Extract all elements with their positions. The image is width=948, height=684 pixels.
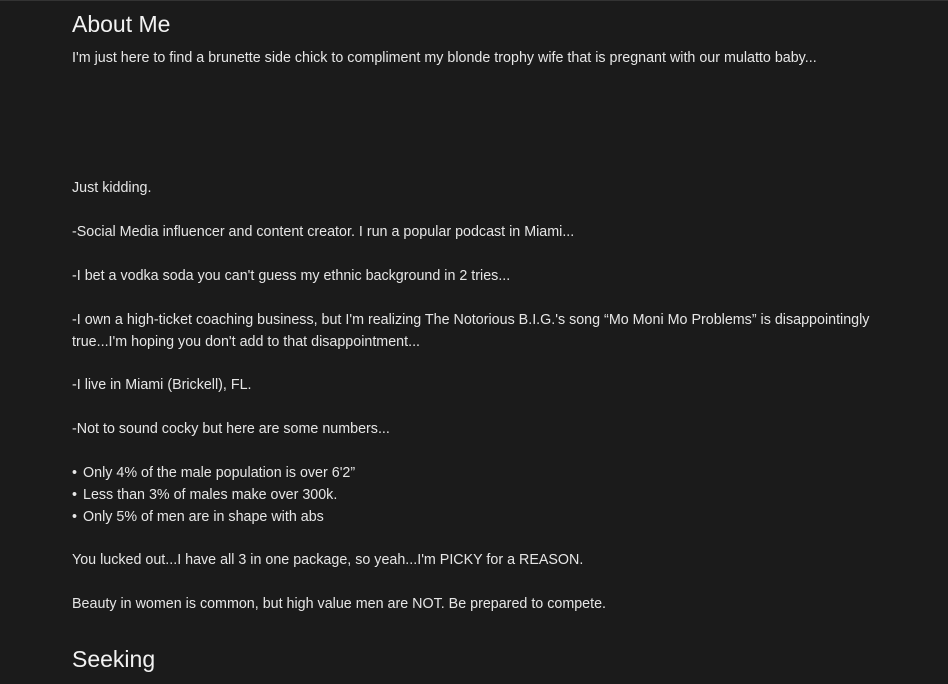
about-social-text: -Social Media influencer and content creator. I run a popular podcast in Miami... xyxy=(72,224,575,240)
about-kidding-text: Just kidding. xyxy=(72,180,152,196)
about-location-text: -I live in Miami (Brickell), FL. xyxy=(72,377,252,393)
about-me-heading: About Me xyxy=(72,11,171,37)
about-business-text: -I own a high-ticket coaching business, but I'm realizing The Notorious B.I.G.'s song “Mo Moni Mo Problems” is disappointingly true...I'm hoping you don't add to that disappointment... xyxy=(72,312,870,350)
about-intro-text: I'm just here to find a brunette side chick to compliment my blonde trophy wife that is pregnant with our mulatto baby... xyxy=(72,50,817,66)
about-numbers-text: -Not to sound cocky but here are some numbers... xyxy=(72,421,390,437)
stat-bullet-item xyxy=(72,462,355,484)
stat-bullet-text: Only 4% of the male population is over 6'2” xyxy=(83,465,356,481)
stat-bullet-text: Only 5% of men are in shape with abs xyxy=(83,509,324,525)
stat-bullet-item xyxy=(72,484,337,506)
about-beauty-text: Beauty in women is common, but high value men are NOT. Be prepared to compete. xyxy=(72,596,607,612)
about-lucked-text: You lucked out...I have all 3 in one package, so yeah...I'm PICKY for a REASON. xyxy=(72,552,584,568)
stat-bullet-item xyxy=(72,506,324,528)
about-vodka-text: -I bet a vodka soda you can't guess my ethnic background in 2 tries... xyxy=(72,268,511,284)
stat-bullet-text: Less than 3% of males make over 300k. xyxy=(83,487,338,503)
bullet-glyph: • xyxy=(72,465,78,481)
bullet-glyph: • xyxy=(72,487,78,503)
bullet-glyph: • xyxy=(72,509,78,525)
seeking-heading: Seeking xyxy=(72,646,156,672)
